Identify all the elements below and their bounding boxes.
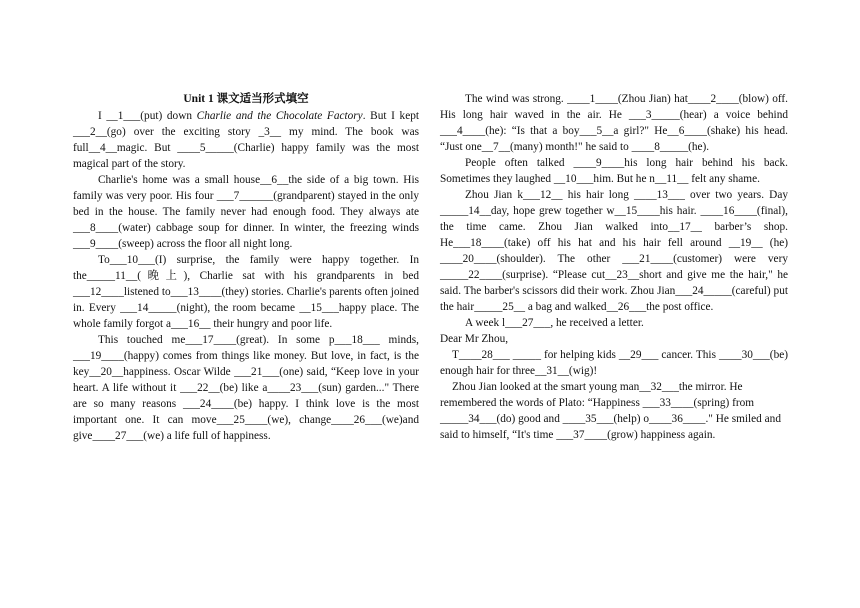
letter-greeting: Dear Mr Zhou, bbox=[440, 333, 509, 345]
right-paragraph-1: The wind was strong. ____1____(Zhou Jian) hat____2____(blow) off. His long hair waved in the air. He ___3_____(hear) a voice behind ___4____(he): “Is that a boy___5__a girl?" He__6____(shake) his head. “Just one__7__(many) month!" he said to ____8_____(he). bbox=[440, 93, 788, 153]
left-paragraph-1 bbox=[73, 108, 419, 172]
right-paragraph-3: Zhou Jian k___12__ his hair long ____13___ over two years. Day _____14__day, hope grew together w__15____his hair. ____16____(final), the time came. Zhou Jian walked into__17__ barber’s shop. He___18____(take) off his hat and his hair fell around __19__ (he) ____20____(shoulder). The other ___21____(customer) were very _____22____(surprise). “Please cut__23__short and give me the hair," he said. The barber's scissors did their work. Zhou Jian___24_____(careful) put the hair_____25__ a bag and walked__26___the post office. bbox=[440, 189, 788, 313]
left-paragraph-4: This touched me___17____(great). In some p___18___ minds, ___19____(happy) comes from things like money. But love, in fact, is the key__20__happiness. Oscar Wilde ___21___(one) said, “Keep love in your heart. A life without it ___22__(be) like a____23___(sun) garden..." There are so many reasons ___24____(be) happy. I think love is the most important one. It can move___25____(we), change____26___(we)and give____27___(we) a life full of happiness. bbox=[73, 334, 419, 442]
right-paragraph-2: People often talked ____9____his long hair behind his back. Sometimes they laughed __10___him. But he n__11__ felt any shame. bbox=[440, 157, 788, 185]
book-title: Charlie and the Chocolate Factory bbox=[196, 110, 363, 122]
document-title: Unit 1 课文适当形式填空 bbox=[183, 93, 309, 105]
right-paragraph-4: A week l___27___, he received a letter. bbox=[465, 317, 644, 329]
left-paragraph-1-end: . But I kept ___2__(go) over the exciting story _3__ my mind. The book was full__4__magic. But ____5_____(Charlie) happy family was the most magical part of the story. bbox=[73, 110, 419, 170]
letter-body: T____28___ _____ for helping kids __29___ cancer. This ____30___(be) enough hair for three__31__(wig)! bbox=[440, 349, 788, 377]
left-column bbox=[73, 91, 419, 444]
left-paragraph-3: To___10___(I) surprise, the family were happy together. In the_____11__(晚上), Charlie sat with his grandparents in bed ___12____listened to___13____(they) stories. Charlie's parents often joined in. Every ___14_____(night), the room became __15___happy place. The whole family forgot a___16__ their hungry and poor life. bbox=[73, 254, 419, 330]
left-paragraph-1-start: I __1___(put) down bbox=[98, 110, 197, 122]
right-paragraph-7: Zhou Jian looked at the smart young man__32___the mirror. He remembered the words of Plato: “Happiness ___33____(spring) from _____34___(do) good and ____35___(help) o____36____." He smiled and said to himself, “It's time ___37____(grow) happiness again. bbox=[440, 381, 781, 441]
right-column bbox=[440, 91, 788, 443]
left-paragraph-2: Charlie's home was a small house__6__the side of a big town. His family was very poor. His four ___7______(grandparent) stayed in the only bed in the house. The family never had enough food. They always ate ___8____(water) cabbage soup for dinner. In winter, the freezing winds ___9____(sweep) across the floor all night long. bbox=[73, 174, 419, 250]
